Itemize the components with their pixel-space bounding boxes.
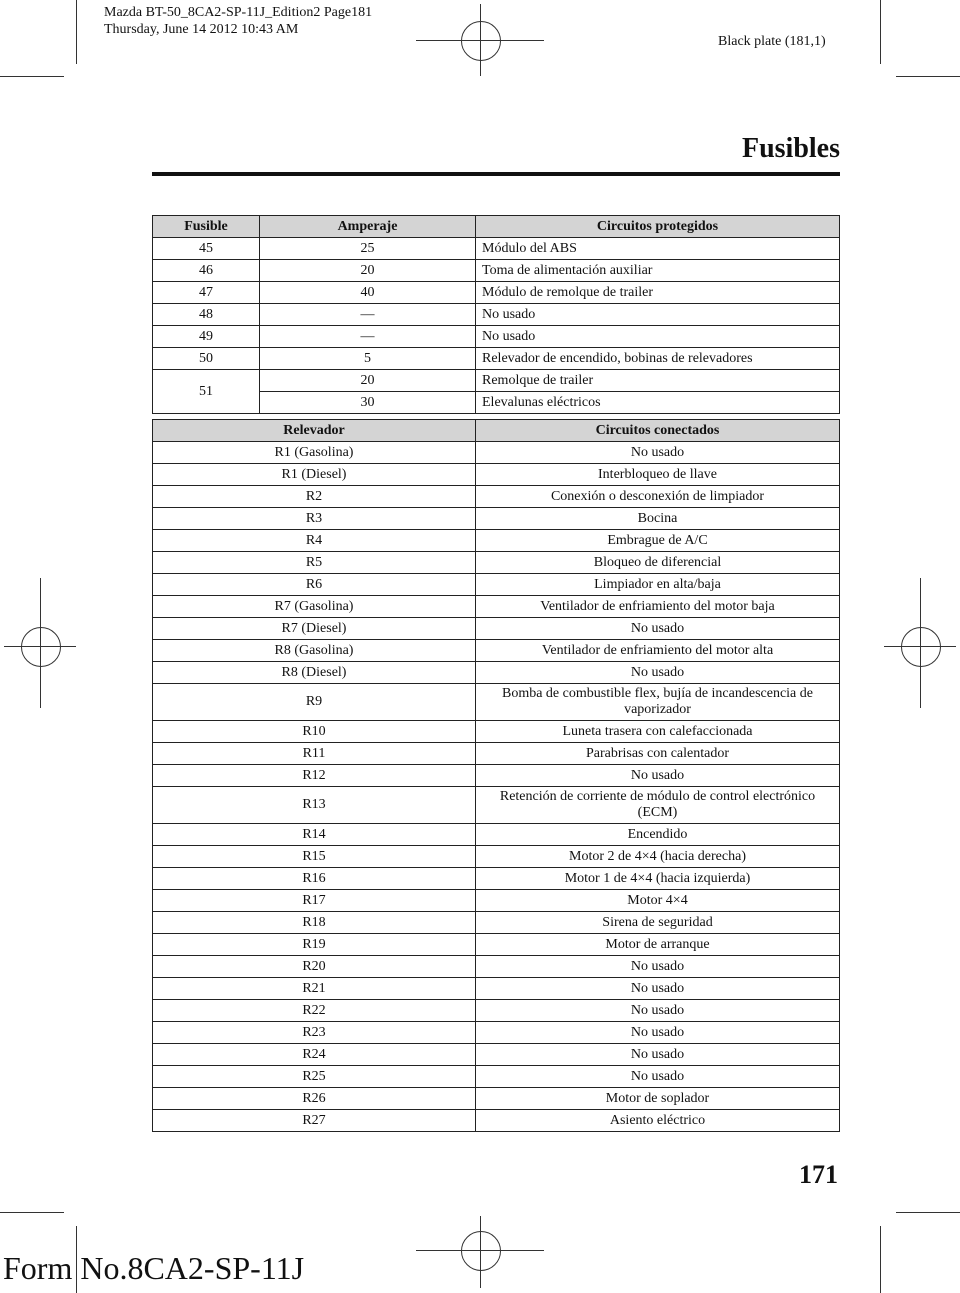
fuse-number: 48 xyxy=(153,304,260,326)
fuse-number: 46 xyxy=(153,260,260,282)
relay-circuit: Motor 2 de 4×4 (hacia derecha) xyxy=(476,846,840,868)
relay-circuit: No usado xyxy=(476,1066,840,1088)
table-row xyxy=(153,978,840,1000)
crop-mark xyxy=(896,76,960,77)
relay-id: R18 xyxy=(153,912,476,934)
circuit-col-header: Circuitos protegidos xyxy=(476,216,840,238)
fuse-amperage: 20 xyxy=(260,260,476,282)
fuse-number: 49 xyxy=(153,326,260,348)
table-row xyxy=(153,890,840,912)
relay-circuit: No usado xyxy=(476,1022,840,1044)
relay-id: R2 xyxy=(153,486,476,508)
relay-id: R11 xyxy=(153,743,476,765)
fuse-table xyxy=(152,215,840,414)
table-row xyxy=(153,574,840,596)
relay-circuit: No usado xyxy=(476,662,840,684)
relay-circuit: Parabrisas con calentador xyxy=(476,743,840,765)
table-row xyxy=(153,1044,840,1066)
relay-id: R16 xyxy=(153,868,476,890)
section-title: Fusibles xyxy=(741,133,840,164)
relay-circuit-col-header: Circuitos conectados xyxy=(476,420,840,442)
fuse-amperage: 30 xyxy=(260,392,476,414)
table-row xyxy=(153,464,840,486)
relay-circuit: Bloqueo de diferencial xyxy=(476,552,840,574)
registration-mark xyxy=(901,627,941,667)
relay-id: R22 xyxy=(153,1000,476,1022)
form-number: Form No.8CA2-SP-11J xyxy=(3,1250,305,1286)
table-row xyxy=(153,238,840,260)
fuse-circuit: No usado xyxy=(476,326,840,348)
table-row xyxy=(153,640,840,662)
relay-circuit: Asiento eléctrico xyxy=(476,1110,840,1132)
relay-id: R15 xyxy=(153,846,476,868)
relay-id: R1 (Diesel) xyxy=(153,464,476,486)
fuse-number: 45 xyxy=(153,238,260,260)
relay-id: R14 xyxy=(153,824,476,846)
crop-mark xyxy=(880,0,881,64)
relay-id: R21 xyxy=(153,978,476,1000)
table-row xyxy=(153,912,840,934)
title-rule xyxy=(152,172,840,176)
table-row xyxy=(153,552,840,574)
relay-id: R4 xyxy=(153,530,476,552)
table-row xyxy=(153,868,840,890)
table-row xyxy=(153,326,840,348)
table-row xyxy=(153,486,840,508)
table-row xyxy=(153,442,840,464)
table-row xyxy=(153,956,840,978)
relay-circuit: Interbloqueo de llave xyxy=(476,464,840,486)
relay-circuit: Motor 1 de 4×4 (hacia izquierda) xyxy=(476,868,840,890)
registration-mark xyxy=(461,21,501,61)
table-row xyxy=(153,1066,840,1088)
crop-mark xyxy=(0,1212,64,1213)
relay-id: R20 xyxy=(153,956,476,978)
table-row xyxy=(153,662,840,684)
registration-mark xyxy=(21,627,61,667)
relay-circuit: Motor de soplador xyxy=(476,1088,840,1110)
relay-id: R25 xyxy=(153,1066,476,1088)
table-row xyxy=(153,1000,840,1022)
table-row xyxy=(153,618,840,640)
fuse-circuit: Módulo de remolque de trailer xyxy=(476,282,840,304)
relay-id: R24 xyxy=(153,1044,476,1066)
relay-id: R9 xyxy=(153,684,476,721)
relay-id: R17 xyxy=(153,890,476,912)
relay-circuit: No usado xyxy=(476,765,840,787)
relay-circuit: Motor de arranque xyxy=(476,934,840,956)
relay-circuit: Bomba de combustible flex, bujía de incandescencia de vaporizador xyxy=(476,684,840,721)
fuse-amperage: 25 xyxy=(260,238,476,260)
relay-circuit: Ventilador de enfriamiento del motor baja xyxy=(476,596,840,618)
table-row xyxy=(153,1022,840,1044)
relay-id: R5 xyxy=(153,552,476,574)
relay-circuit: Motor 4×4 xyxy=(476,890,840,912)
table-row xyxy=(153,304,840,326)
table-row xyxy=(153,370,840,392)
fuse-col-header: Fusible xyxy=(153,216,260,238)
relay-circuit: Embrague de A/C xyxy=(476,530,840,552)
amp-col-header: Amperaje xyxy=(260,216,476,238)
relay-circuit: Bocina xyxy=(476,508,840,530)
table-row xyxy=(153,348,840,370)
fuse-circuit: Elevalunas eléctricos xyxy=(476,392,840,414)
table-row xyxy=(153,530,840,552)
relay-id: R1 (Gasolina) xyxy=(153,442,476,464)
fuse-amperage: 5 xyxy=(260,348,476,370)
table-row xyxy=(153,596,840,618)
relay-id: R7 (Diesel) xyxy=(153,618,476,640)
relay-id: R12 xyxy=(153,765,476,787)
table-row xyxy=(153,1088,840,1110)
fuse-amperage: 40 xyxy=(260,282,476,304)
fuse-number: 51 xyxy=(153,370,260,414)
fuse-amperage: 20 xyxy=(260,370,476,392)
table-row xyxy=(153,824,840,846)
fuse-number: 47 xyxy=(153,282,260,304)
crop-mark xyxy=(76,0,77,64)
relay-id: R10 xyxy=(153,721,476,743)
page-number: 171 xyxy=(799,1160,838,1189)
relay-id: R7 (Gasolina) xyxy=(153,596,476,618)
fuse-circuit: Módulo del ABS xyxy=(476,238,840,260)
relay-id: R8 (Diesel) xyxy=(153,662,476,684)
relay-circuit: Encendido xyxy=(476,824,840,846)
registration-mark xyxy=(461,1231,501,1271)
crop-mark xyxy=(880,1226,881,1293)
table-row xyxy=(153,684,840,721)
relay-circuit: Sirena de seguridad xyxy=(476,912,840,934)
table-row xyxy=(153,508,840,530)
crop-mark xyxy=(896,1212,960,1213)
table-row xyxy=(153,721,840,743)
relay-circuit: No usado xyxy=(476,956,840,978)
relay-col-header: Relevador xyxy=(153,420,476,442)
table-row xyxy=(153,787,840,824)
relay-circuit: No usado xyxy=(476,1044,840,1066)
fuse-table-header xyxy=(153,216,840,238)
fuse-amperage: ― xyxy=(260,326,476,348)
fuse-circuit: Relevador de encendido, bobinas de relevadores xyxy=(476,348,840,370)
crop-mark xyxy=(0,76,64,77)
print-header-line1: Mazda BT-50_8CA2-SP-11J_Edition2 Page181 xyxy=(104,5,373,20)
relay-id: R13 xyxy=(153,787,476,824)
relay-circuit: Luneta trasera con calefaccionada xyxy=(476,721,840,743)
fuse-circuit: No usado xyxy=(476,304,840,326)
print-header-line2: Thursday, June 14 2012 10:43 AM xyxy=(104,22,299,37)
print-header xyxy=(104,4,372,38)
relay-id: R8 (Gasolina) xyxy=(153,640,476,662)
relay-table xyxy=(152,419,840,1132)
table-row xyxy=(153,765,840,787)
relay-circuit: Retención de corriente de módulo de control electrónico (ECM) xyxy=(476,787,840,824)
relay-id: R3 xyxy=(153,508,476,530)
plate-label: Black plate (181,1) xyxy=(718,34,826,49)
relay-circuit: Limpiador en alta/baja xyxy=(476,574,840,596)
relay-circuit: Conexión o desconexión de limpiador xyxy=(476,486,840,508)
relay-circuit: Ventilador de enfriamiento del motor alta xyxy=(476,640,840,662)
relay-circuit: No usado xyxy=(476,1000,840,1022)
relay-circuit: No usado xyxy=(476,978,840,1000)
fuse-circuit: Toma de alimentación auxiliar xyxy=(476,260,840,282)
table-row xyxy=(153,282,840,304)
relay-id: R27 xyxy=(153,1110,476,1132)
fuse-number: 50 xyxy=(153,348,260,370)
fuse-circuit: Remolque de trailer xyxy=(476,370,840,392)
relay-id: R23 xyxy=(153,1022,476,1044)
relay-circuit: No usado xyxy=(476,442,840,464)
fuse-amperage: ― xyxy=(260,304,476,326)
relay-id: R26 xyxy=(153,1088,476,1110)
relay-id: R6 xyxy=(153,574,476,596)
table-row xyxy=(153,934,840,956)
relay-circuit: No usado xyxy=(476,618,840,640)
relay-id: R19 xyxy=(153,934,476,956)
table-row xyxy=(153,260,840,282)
table-row xyxy=(153,846,840,868)
table-row xyxy=(153,1110,840,1132)
relay-table-header xyxy=(153,420,840,442)
table-row xyxy=(153,743,840,765)
